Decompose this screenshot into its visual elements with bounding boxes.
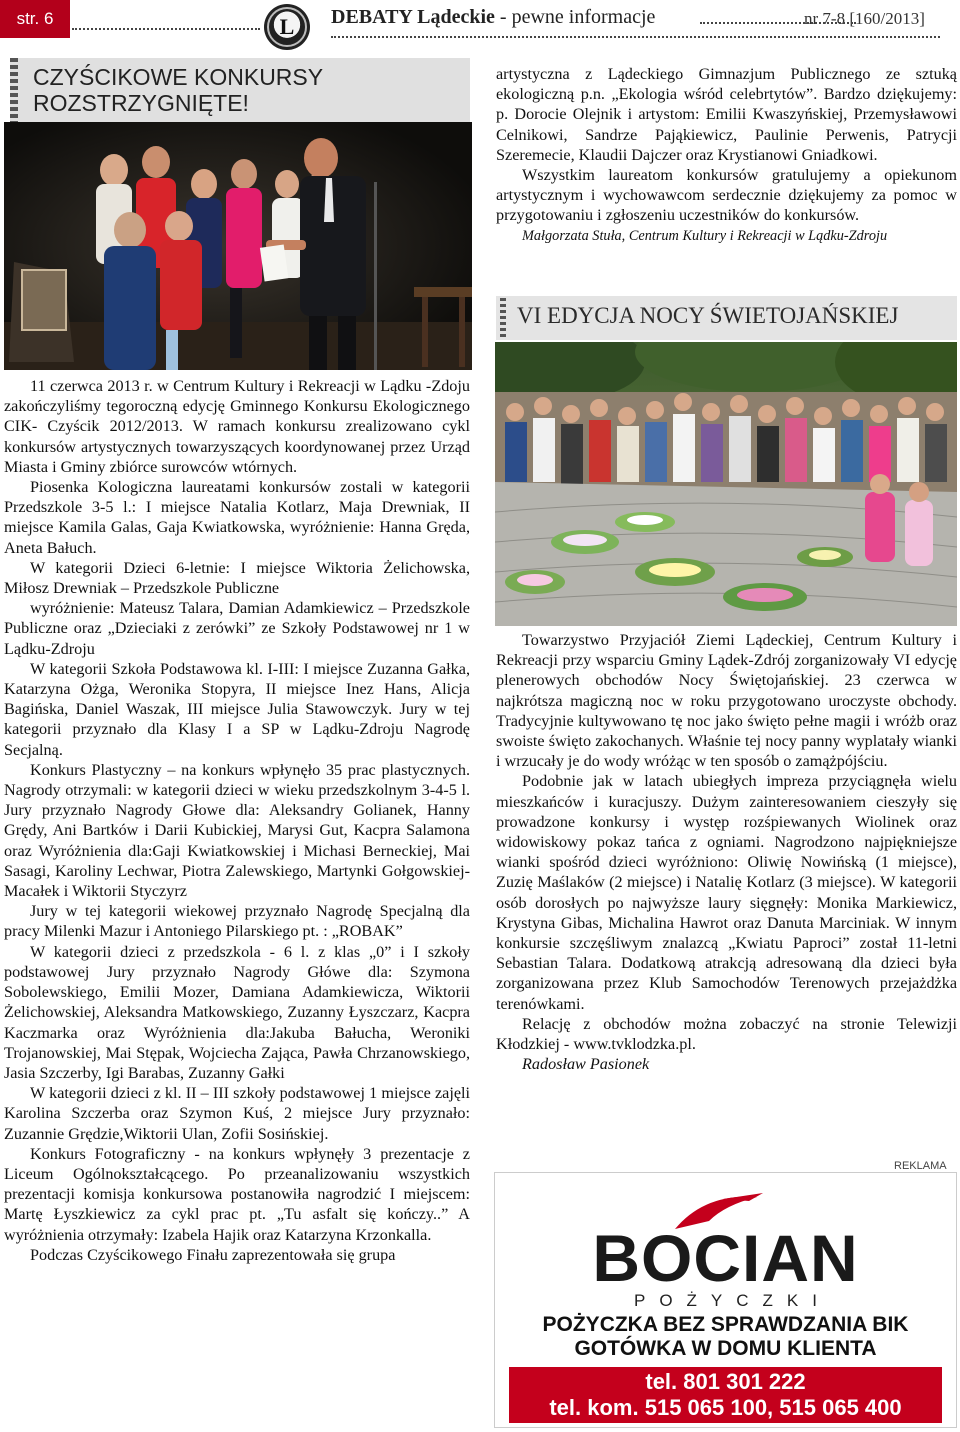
masthead-title-bold: DEBATY Lądeckie	[331, 6, 495, 28]
paragraph: Jury w tej kategorii wiekowej przyznało Nagrodę Specjalną dla pracy Milenki Mazur i Antoniego Pilarskiego pt. : „ROBAK”	[4, 902, 470, 941]
logo-letter: L	[279, 14, 295, 39]
masthead-title	[331, 6, 655, 29]
paragraph: artystyczna z Lądeckiego Gimnazjum Publicznego ze sztuką ekologiczną p.n. „Ekologia wśród celebrtytów”. Bardzo dziękujemy: p. Dorocie Olejnik i artystom: Emilii Kwaszyńskiej, Przemysławowi Celnikowi, Sandrze Pająkiewicz, Paulinie Perwenis, Patrycji Szeremecie, Klaudii Dajczer oraz Krystianowi Gniadkowi.	[496, 65, 957, 164]
paragraph: Piosenka Kologiczna laureatami konkursów zostali w kategorii Przedszkole 3-5 l.: I miejsce Natalia Kotlarz, Maja Drewniak, II miejsce Kamila Galas, Gaja Kwiatkowska, wyróżnienie: Hanna Gręda, Aneta Bałuch.	[4, 478, 470, 557]
issue-number: nr 7-8 [160/2013]	[804, 9, 925, 28]
page-number-tab: str. 6	[0, 0, 70, 38]
article-continuation-column	[496, 64, 957, 246]
ad-phone: tel. kom. 515 065 100, 515 065 400	[549, 1395, 902, 1420]
paragraph: W kategorii Dzieci 6-letnie: I miejsce Wiktoria Żelichowska, Miłosz Drewniak – Przedszkole Publiczne	[4, 558, 470, 598]
header-rule	[700, 22, 856, 24]
ad-slogan: POŻYCZKA BEZ SPRAWDZANIA BIK	[542, 1313, 909, 1336]
article-body-column	[4, 376, 470, 1265]
paragraph: Podobnie jak w latach ubiegłych impreza przyciągnęła wielu mieszkańców i kuracjuszy. Dużym zainteresowaniem cieszyły się prowadzone konkursy i występ rozśpiewanych Wiolinek oraz widowiskowy pokaz tańca z ogniami. Nagrodzono najpiękniejsze wianki spośród dzieci wyróżniono: Oliwię Nowińską (1 miejsce), Zuzię Maślaków (2 miejsce) i Natalię Kotlarz (3 miejsce). W kategorii osób dorosłych po najwyższe laury sięgnęły: Monika Markiewicz, Krystyna Gibas, Michalina Hawrot oraz Danuta Marciniak. W innym konkursie szczęśliwym znalazcą „Kwiatu Paproci” został 11-letni Sebastian Talara. Dodatkową atrakcją adresowaną dla dzieci była zorganizowana przez Klub Samochodów Terenowych przejażdżka terenówkami.	[496, 772, 957, 1013]
paragraph: Podczas Czyścikowego Finału zaprezentowała się grupa	[30, 1245, 396, 1264]
midsummer-crowd-photo	[495, 342, 957, 626]
newspaper-logo-icon	[264, 4, 310, 50]
ad-contact-box	[509, 1367, 942, 1423]
ad-phone: tel. 801 301 222	[645, 1369, 806, 1394]
paragraph: W kategorii dzieci z przedszkola - 6 l. z klas „0” i I szkoły podstawowej Jury przyznało Nagrody Główe dla: Szymona Sobolewskiego, Emilii Mozer, Damiana Adamkiewicza, Wiktorii Żelichowskiej, Aleksandra Matkowskiego, Zuzanny Łyszczarz, Kacpra Kaczmarka oraz Wyróżnienia dla:Jakuba Bałucha, Weroniki Trojanowskiej, Mai Stępak, Wojciecha Zająca, Pawła Chrzanowskiego, Jasia Szczerby, Igi Barabas, Zuzanny Gałki	[4, 942, 470, 1082]
article-title-line: ROZSTRZYGNIĘTE!	[33, 90, 249, 116]
paragraph: W kategorii Szkoła Podstawowa kl. I-III: I miejsce Zuzanna Gałka, Katarzyna Ożga, Weronika Stopyra, II miejsce Inez Hans, Alicja Bagińska, Daniel Waszak, III miejsce Julia Stawowczyk. Jury w tej kategorii przyznało dla Klasy I a SP w Lądku-Zdroju Nagrodę Secjalną.	[4, 659, 470, 759]
bocian-advertisement	[494, 1172, 957, 1428]
paragraph: W kategorii dzieci z kl. II – III szkoły podstawowej 1 miejsce zajęli Karolina Szczerba oraz Szymon Kuś, 2 miejsce Jury przyznało: Zuzannie Grędzie,Wiktorii Ulan, Zofii Sosińskiej.	[4, 1084, 470, 1143]
paragraph: Towarzystwo Przyjaciół Ziemi Lądeckiej, Centrum Kultury i Rekreacji przy wsparciu Gminy Lądek-Zdrój zorganizowały VI edycję plenerowych obchodów Nocy Świętojańskiej. 23 czerwca w najkrótsza magiczną noc w roku przygotowano uroczyste obchody. Tradycyjnie kultywowano tę noc jako święto pełne magii i wróżb oraz swoiste święto zakochanych. Właśnie tej nocy panny wyplatały wianki i wrzucały je do wody wróżąc w ten sposób o zamążpójściu.	[496, 631, 957, 771]
paragraph: Relację z obchodów można zobaczyć na stronie Telewizji Kłodzkiej - www.tvklodzka.pl.	[496, 1014, 957, 1054]
ad-brand-name: BOCIAN	[592, 1221, 859, 1295]
header-rule	[331, 36, 940, 38]
paragraph: Konkurs Fotograficzny - na konkurs wpłynęły 3 prezentacje z Liceum Ogólnokształcącego. Po przeanalizowaniu wszystkich prezentacji komisja konkursowa postanowiła nagrodzić I miejscem: Martę Łyszkiewicz za cykl prac pt. „Tu asfalt się kończy..” A wyróżnienia otrzymały: Izabela Hajik oraz Katarzyna Krzonkalla.	[4, 1144, 470, 1244]
ad-brand-subtitle: POŻYCZKI	[633, 1291, 831, 1310]
paragraph: Konkurs Plastyczny – na konkurs wpłynęło 35 prac plastycznych. Nagrody otrzymali: w kategorii dzieci w wieku przedszkolnym 3-4-5 l. Jury przyznało Nagrody Głowe dla: Aleksandry Golianek, Hanny Grędy, Ani Bartków i Darii Kubickiej, Marysi Gut, Kacpra Salamona oraz Wyróżnienia dla:Gaji Kwiatkowskiej i Michasi Berneckiej, Mai Sasagi, Karoliny Lechwar, Piotra Zalewskiego, Martynki Gołgowskiej-Macałek i Wiktorii Styczyrz	[4, 760, 470, 901]
author-signature: Małgorzata Stuła, Centrum Kultury i Rekreacji w Lądku-Zdroju	[522, 227, 888, 244]
title-accent-bar	[10, 58, 18, 122]
header-rule	[72, 28, 260, 30]
advertisement-label: REKLAMA	[894, 1160, 947, 1172]
article-title: VI EDYCJA NOCY ŚWIETOJAŃSKIEJ	[517, 303, 899, 328]
paragraph: 11 czerwca 2013 r. w Centrum Kultury i Rekreacji w Lądku -Zdoju zakończyliśmy tegoroczną edycję Gminnego Konkursu Ekologicznego CIK- Czyścik 2012/2013. W ramach konkursu zrealizowano cykl konkursów artystycznych towarzyszących koordynowanej przez Urząd Miasta i Gminy zbiórce surowców wtórnych.	[4, 377, 470, 476]
article-title	[33, 64, 323, 116]
article-title-line: CZYŚCIKOWE KONKURSY	[33, 64, 324, 90]
ad-slogan: GOTÓWKA W DOMU KLIENTA	[574, 1337, 877, 1360]
masthead-title-rest: - pewne informacje	[494, 6, 656, 28]
paragraph: wyróżnienie: Mateusz Talara, Damian Adamkiewicz – Przedszkole Publiczne oraz „Dzieciaki z zerówki” ze Szkoły Podstawowej nr 1 w Lądku-Zdroju	[4, 599, 470, 658]
paragraph: Wszystkim laureatom konkursów gratulujemy a opiekunom artystycznym i wychowawcom serdecznie dziękujemy za pomoc w przygotowaniu i zgłoszeniu uczestników do konkursów.	[496, 166, 957, 225]
article-body-column	[496, 630, 957, 1074]
author-signature: Radosław Pasionek	[522, 1055, 650, 1074]
title-accent-bar	[500, 298, 506, 338]
award-ceremony-photo	[4, 122, 472, 370]
